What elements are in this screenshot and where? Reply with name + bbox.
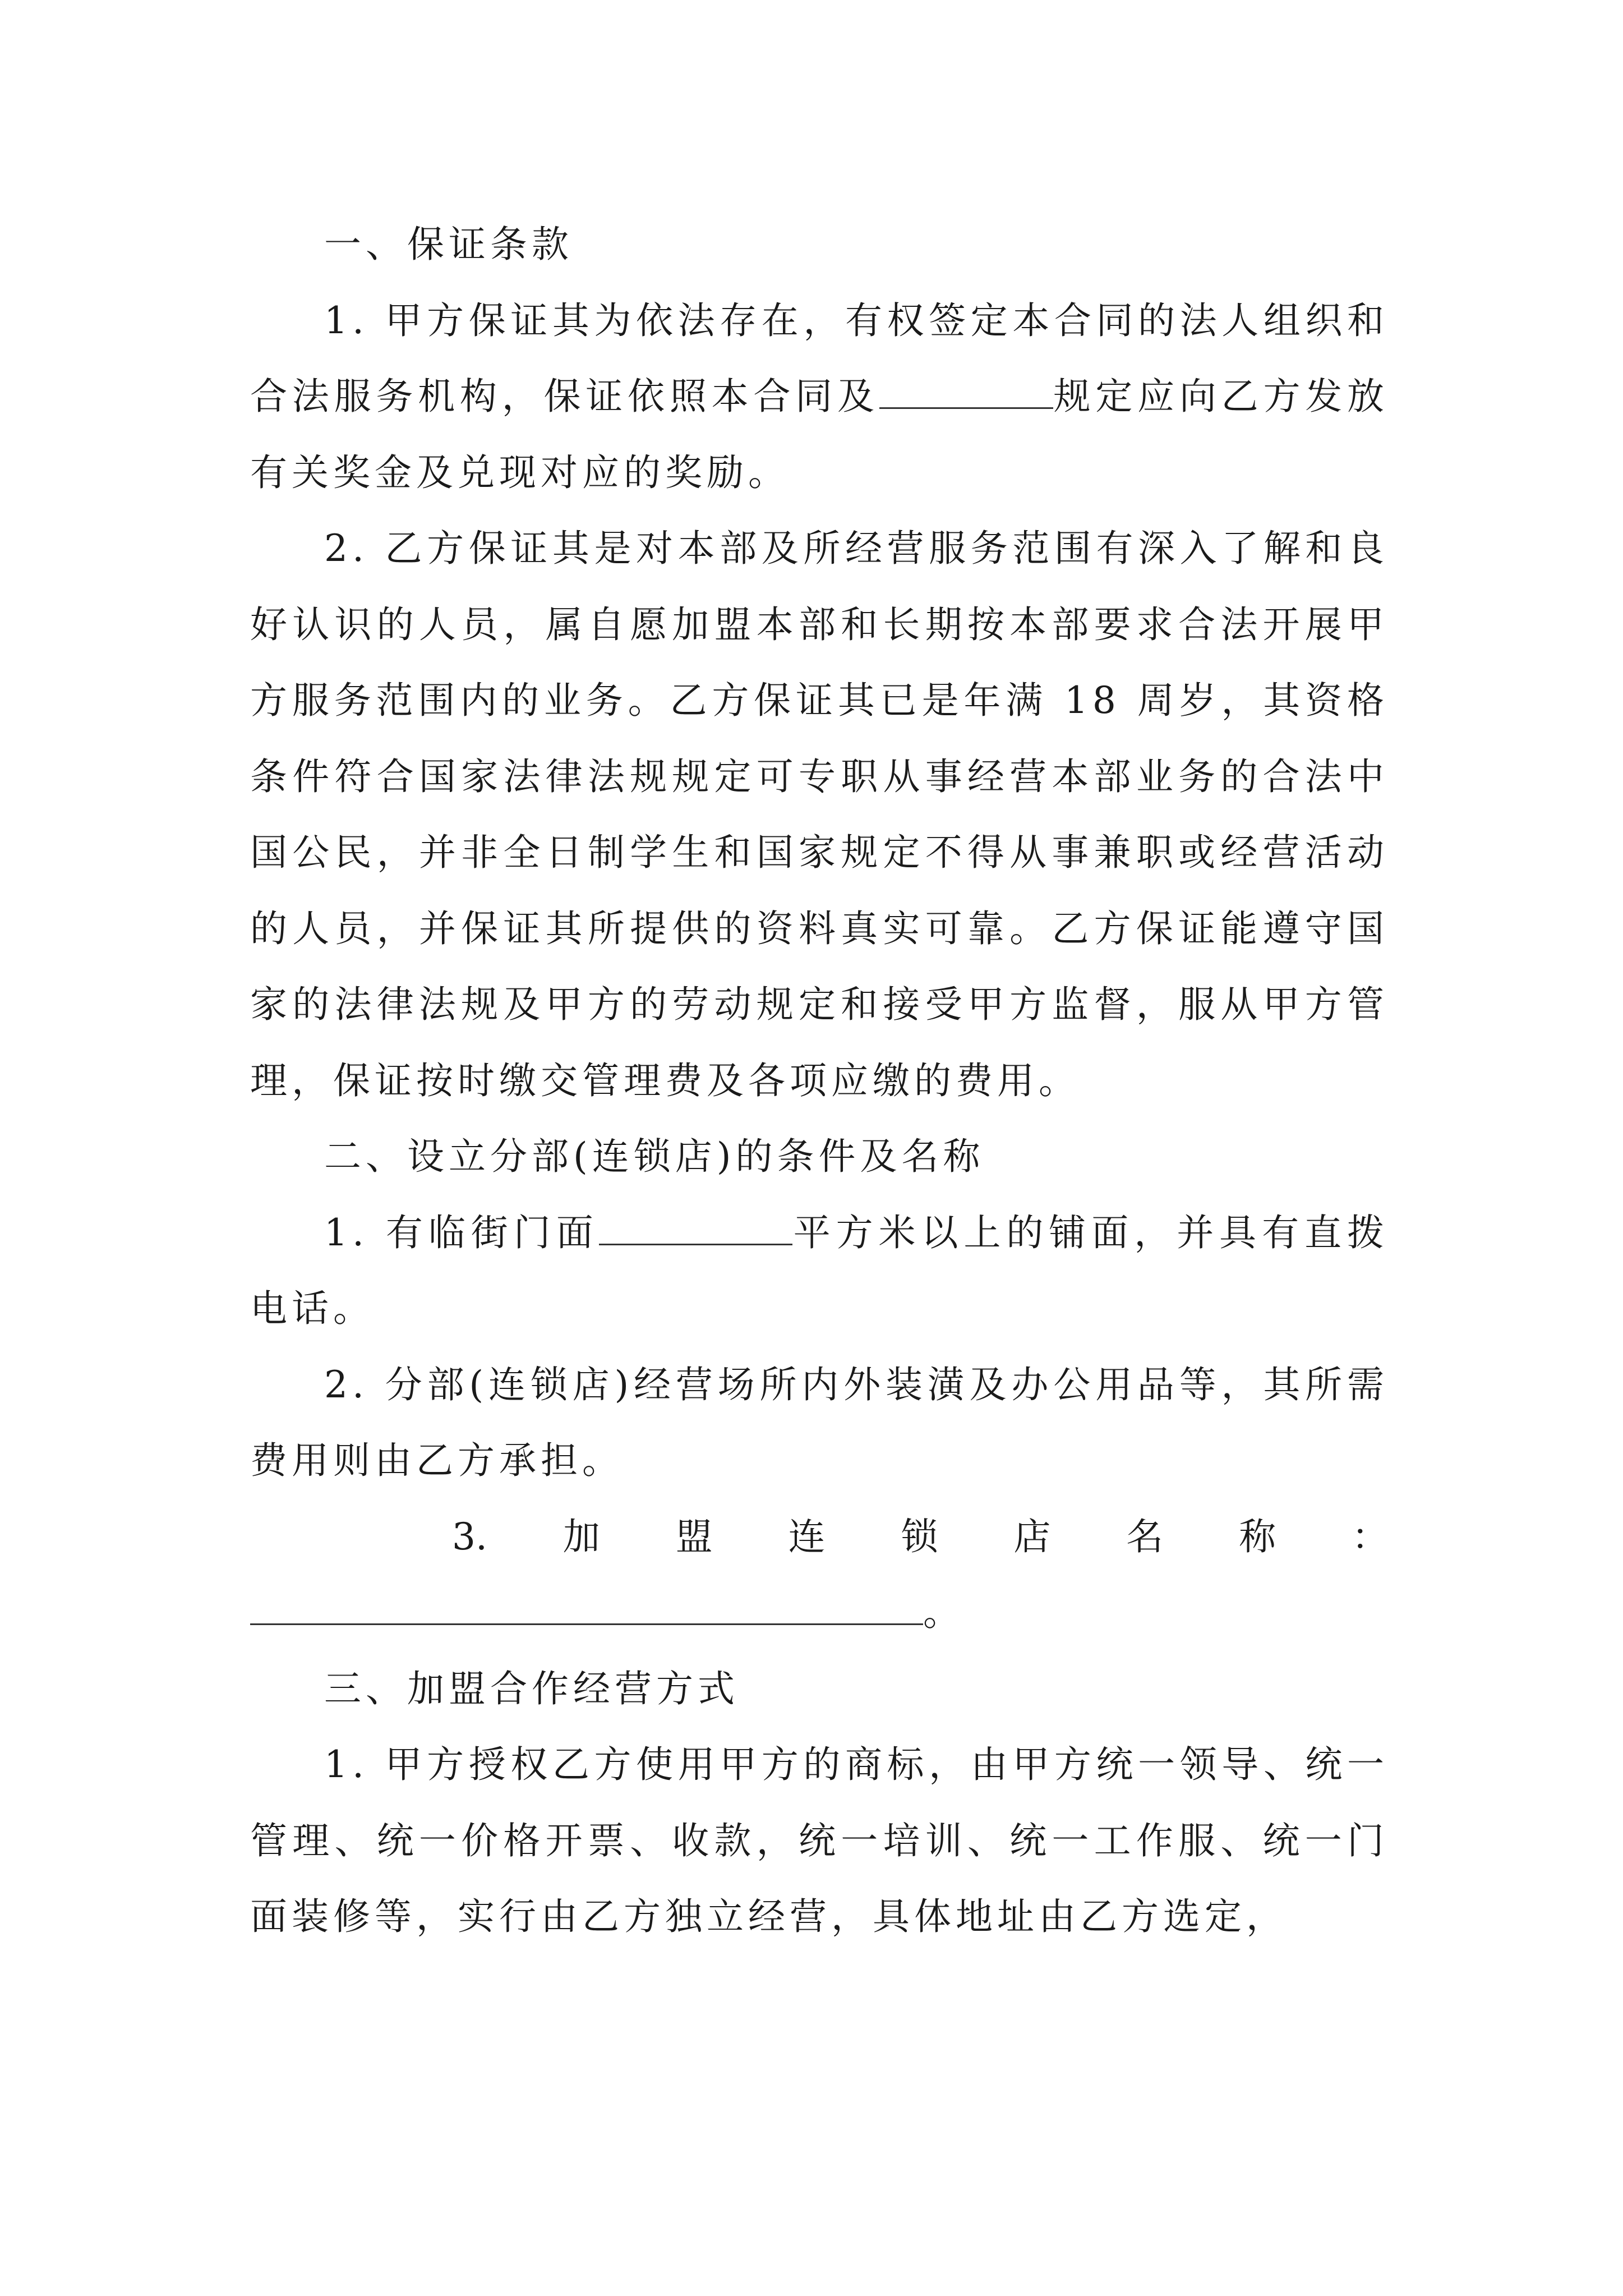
- store-name-label-char: 称: [1239, 1515, 1276, 1558]
- store-name-label-char: 连: [788, 1515, 826, 1558]
- store-name-label-char: 锁: [901, 1515, 938, 1558]
- store-name-label-char: 盟: [675, 1515, 713, 1558]
- section-1-paragraph-1-text-b: 规定应向乙方发放有关奖金及兑现对应的奖励。: [250, 375, 1389, 494]
- document-body: [250, 206, 1389, 1955]
- store-name-blank-line: [250, 1575, 1389, 1651]
- fill-in-blank-regulation: [879, 374, 1053, 409]
- fill-in-blank-area: [599, 1210, 792, 1245]
- section-2-title: 二、设立分部(连锁店)的条件及名称: [324, 1135, 985, 1178]
- section-1-paragraph-1-text-a: 1. 甲方保证其为依法存在，有权签定本合同的法人组织和合法服务机构，保证依照本合同及: [250, 298, 1389, 418]
- store-name-label-char: 名: [1126, 1515, 1164, 1558]
- section-3-title: 三、加盟合作经营方式: [324, 1667, 739, 1710]
- store-name-label-char: 3.: [452, 1515, 487, 1558]
- store-name-label-char: ：: [1351, 1515, 1389, 1558]
- fill-in-blank-store-name: [250, 1590, 923, 1625]
- section-1-paragraph-1: [250, 283, 1389, 511]
- store-name-label-char: 店: [1013, 1515, 1051, 1558]
- store-name-label-char: 加: [562, 1515, 600, 1558]
- section-1-paragraph-2: 2. 乙方保证其是对本部及所经营服务范围有深入了解和良好认识的人员，属自愿加盟本部和长期按本部要求合法开展甲方服务范围内的业务。乙方保证其已是年满 18 周岁，其资格条件符合国家法律法规规定可专职从事经营本部业务的合法中国公民，并非全日制学生和国家规定不得从事兼职或经营活动的人员，并保证其所提供的资料真实可靠。乙方保证能遵守国家的法律法规及甲方的劳动规定和接受甲方监督，服从甲方管理，保证按时缴交管理费及各项应缴的费用。: [250, 527, 1389, 1102]
- section-1-title: 一、保证条款: [324, 223, 573, 266]
- section-2-paragraph-3: [250, 1499, 1389, 1575]
- section-3-paragraph-1: 1. 甲方授权乙方使用甲方的商标，由甲方统一领导、统一管理、统一价格开票、收款，统一培训、统一工作服、统一门面装修等，实行由乙方独立经营，具体地址由乙方选定，: [250, 1743, 1389, 1938]
- section-2-paragraph-1: [250, 1195, 1389, 1347]
- section-2-paragraph-1-text-a: 1. 有临街门面: [324, 1211, 599, 1254]
- store-name-end-mark: 。: [923, 1591, 965, 1634]
- section-2-paragraph-1-text-b: 平方米以上的铺面，并具有直拨电话。: [250, 1211, 1389, 1330]
- section-2-paragraph-2: 2. 分部(连锁店)经营场所内外装潢及办公用品等，其所需费用则由乙方承担。: [250, 1363, 1389, 1482]
